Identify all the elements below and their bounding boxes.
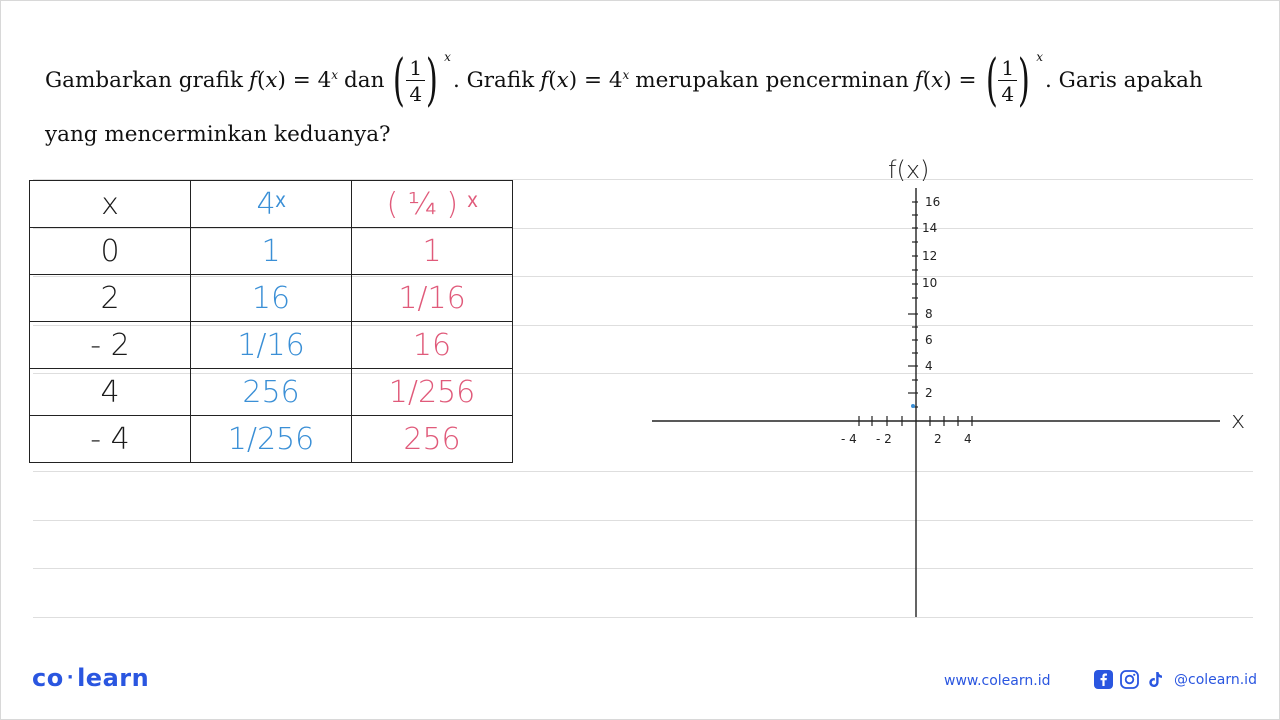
equals-four: = 4	[583, 68, 623, 94]
function-symbol: f	[540, 68, 549, 94]
exponent: x	[444, 50, 451, 64]
fraction-quarter-power: ( $\frac{1}{4}$ ) $^x$	[985, 48, 1043, 113]
cell-x: 2	[30, 275, 191, 322]
cell-x: 0	[30, 228, 191, 275]
equals-sign: =	[958, 68, 977, 94]
cell-4x: 1/16	[191, 322, 352, 369]
y-tick-label: 12	[922, 249, 938, 263]
tiktok-icon[interactable]	[1146, 670, 1165, 689]
exponent: x	[1036, 50, 1043, 64]
cell-quarter-x: 1/16	[352, 275, 513, 322]
y-tick-labels	[922, 195, 940, 400]
cell-x: - 4	[30, 416, 191, 463]
fraction-quarter-power: ( $\frac{1}{4}$ ) $^x$	[393, 48, 451, 113]
colearn-logo	[32, 664, 149, 692]
cell-quarter-x: 16	[352, 322, 513, 369]
question-line-1: Gambarkan grafik f ( x ) = 4 $^x$ dan ( $\frac{1}{4}$ ) $^x$ . Grafik f ( x ) = 4 $^x$ merupakan pencerminan f ( x ) = ( $\frac{1}{4}$ ) $^x$ . Garis apakah	[45, 48, 1203, 113]
x-tick-label: 4	[964, 432, 972, 446]
x-tick-labels	[841, 432, 972, 446]
question-pencerminan: merupakan pencerminan	[635, 68, 909, 94]
fraction-denominator: 4	[998, 80, 1017, 106]
x-tick-label: - 4	[841, 432, 857, 446]
logo-part-learn: learn	[77, 664, 150, 692]
function-symbol: f	[249, 68, 257, 94]
fraction-denominator: 4	[406, 80, 425, 106]
cell-quarter-x: 256	[352, 416, 513, 463]
x-tick-label: - 2	[876, 432, 892, 446]
cell-quarter-x: 1/256	[352, 369, 513, 416]
cell-4x: 1	[191, 228, 352, 275]
y-tick-label: 6	[925, 333, 933, 347]
exponent: x	[622, 68, 630, 82]
cell-x: - 2	[30, 322, 191, 369]
facebook-icon[interactable]	[1094, 670, 1113, 689]
function-symbol: f	[914, 68, 923, 94]
y-axis-label: f(x)	[888, 156, 930, 184]
variable-x: x	[265, 68, 278, 94]
y-tick-label: 8	[925, 307, 933, 321]
x-axis-label: x	[1231, 406, 1246, 434]
y-tick-label: 4	[925, 359, 933, 373]
question-grafik: . Grafik	[452, 68, 535, 94]
header-x: x	[30, 181, 191, 228]
equals-four: = 4	[292, 68, 332, 94]
x-tick-label: 2	[934, 432, 942, 446]
conjunction-dan: dan	[344, 68, 385, 94]
cell-x: 4	[30, 369, 191, 416]
social-links	[1094, 670, 1257, 689]
y-tick-label: 10	[922, 276, 938, 290]
y-tick-label: 2	[925, 386, 933, 400]
question-intro: Gambarkan grafik	[45, 68, 243, 94]
social-handle[interactable]: @colearn.id	[1174, 671, 1257, 688]
cell-quarter-x: 1	[352, 228, 513, 275]
fraction-numerator: 1	[1001, 55, 1015, 80]
cell-4x: 1/256	[191, 416, 352, 463]
logo-part-co: co	[32, 664, 64, 692]
cell-4x: 16	[191, 275, 352, 322]
exponent: x	[331, 68, 339, 82]
point-marker	[911, 404, 915, 408]
y-tick-label: 16	[925, 195, 941, 209]
question-line-2: yang mencerminkan keduanya?	[45, 122, 391, 147]
question-garis-apakah: . Garis apakah	[1045, 68, 1203, 94]
variable-x: x	[556, 68, 569, 94]
cell-4x: 256	[191, 369, 352, 416]
variable-x: x	[931, 68, 944, 94]
fraction-numerator: 1	[409, 55, 423, 80]
instagram-icon[interactable]	[1120, 670, 1139, 689]
website-link[interactable]: www.colearn.id	[944, 673, 1051, 689]
y-tick-label: 14	[922, 221, 938, 235]
header-4x: 4ˣ	[191, 181, 352, 228]
logo-dot: ·	[66, 667, 75, 688]
header-quarter-x: ( ¼ ) ˣ	[352, 181, 513, 228]
